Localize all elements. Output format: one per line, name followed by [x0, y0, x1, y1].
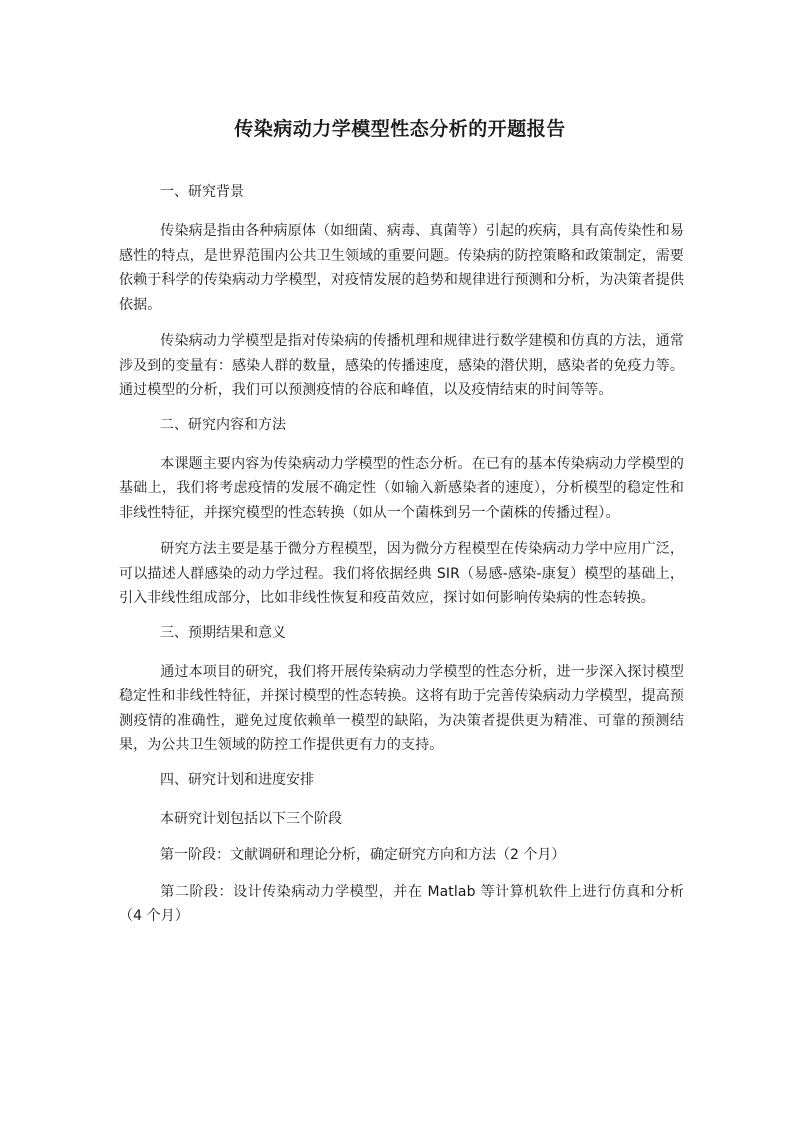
section-heading-background: 一、研究背景: [160, 184, 244, 200]
paragraph: 传染病动力学模型是指对传染病的传播机理和规律进行数学建模和仿真的方法，通常涉及到的变量有：感染人群的数量，感染的传播速度，感染的潜伏期，感染者的免疫力等。通过模型的分析，我们可以预测疫情的谷底和峰值，以及疫情结束的时间等等。: [119, 333, 684, 398]
section-heading-expected-results: 三、预期结果和意义: [160, 624, 286, 641]
paragraph: 研究方法主要是基于微分方程模型，因为微分方程模型在传染病动力学中应用广泛，可以描述人群感染的动力学过程。我们将依据经典 SIR（易感-感染-康复）模型的基础上，引入非线性组成部分，比如非线性恢复和疫苗效应，探讨如何影响传染病的性态转换。: [119, 541, 684, 606]
paragraph: 通过本项目的研究，我们将开展传染病动力学模型的性态分析，进一步深入探讨模型稳定性和非线性特征，并探讨模型的性态转换。这将有助于完善传染病动力学模型，提高预测疫情的准确性，避免过度依赖单一模型的缺陷，为决策者提供更为精准、可靠的预测结果，为公共卫生领域的防控工作提供更有力的支持。: [119, 663, 684, 753]
paragraph: 传染病是指由各种病原体（如细菌、病毒、真菌等）引起的疾病，具有高传染性和易感性的特点，是世界范围内公共卫生领域的重要问题。传染病的防控策略和政策制定，需要依赖于科学的传染病动力学模型，对疫情发展的趋势和规律进行预测和分析，为决策者提供依据。: [119, 223, 684, 313]
plan-intro: 本研究计划包括以下三个阶段: [160, 810, 342, 827]
plan-stage-2: 第二阶段：设计传染病动力学模型，并在 Matlab 等计算机软件上进行仿真和分析（4 个月）: [119, 883, 684, 924]
section-heading-plan-schedule: 四、研究计划和进度安排: [160, 771, 314, 788]
document-body: [119, 182, 684, 941]
paragraph: 本课题主要内容为传染病动力学模型的性态分析。在已有的基本传染病动力学模型的基础上，我们将考虑疫情的发展不确定性（如输入新感染者的速度），分析模型的稳定性和非线性特征，并探究模型的性态转换（如从一个菌株到另一个菌株的传播过程）。: [119, 455, 684, 521]
section-heading-content-methods: 二、研究内容和方法: [160, 416, 286, 433]
plan-stage-1: 第一阶段：文献调研和理论分析，确定研究方向和方法（2 个月）: [160, 847, 566, 863]
document-title: 传染病动力学模型性态分析的开题报告: [234, 118, 566, 140]
